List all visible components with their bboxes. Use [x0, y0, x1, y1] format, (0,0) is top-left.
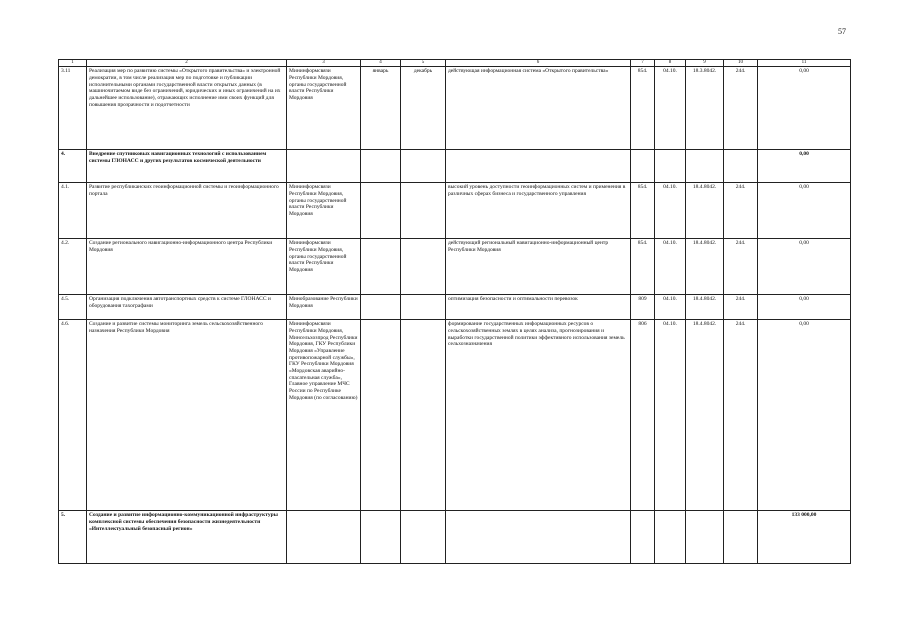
- executor: [287, 511, 361, 564]
- executor: [287, 150, 361, 183]
- expected-result: действующая информационная система «Открытого правительства»: [446, 67, 631, 150]
- budget-code-8: 04.10.: [655, 295, 686, 320]
- end-period: [401, 295, 446, 320]
- start-period: [361, 239, 401, 295]
- item-number: 5.: [59, 511, 87, 564]
- budget-code-10: [724, 150, 758, 183]
- funding-amount: 0,00: [758, 183, 851, 239]
- expected-result: высокий уровень доступности геоинформационных систем и применения в различных сферах бизнеса и государственного управления: [446, 183, 631, 239]
- executor: Минобразование Республики Мордовия: [287, 295, 361, 320]
- budget-code-7: 806: [631, 320, 655, 511]
- budget-code-8: 04.10.: [655, 320, 686, 511]
- table-row: [59, 239, 851, 295]
- page-number: 57: [838, 27, 846, 36]
- column-number: 5: [401, 60, 446, 67]
- measure-name: Создание и развитие информационно-коммуникационной инфраструктуры комплексной системы обеспечения безопасности жизнедеятельности «Интеллектуальный безопасный регион»: [87, 511, 287, 564]
- item-number: 4.5.: [59, 295, 87, 320]
- expected-result: формирование государственных информационных ресурсов о сельскохозяйственных землях в целях анализа, прогнозирования и выработки государственной политики эффективного использования земель сельхозназначения: [446, 320, 631, 511]
- funding-amount: 0,00: [758, 67, 851, 150]
- funding-amount: 0,00: [758, 150, 851, 183]
- column-number: 7: [631, 60, 655, 67]
- start-period: [361, 320, 401, 511]
- budget-code-10: 244.: [724, 295, 758, 320]
- program-measures-table: [58, 59, 851, 564]
- end-period: [401, 511, 446, 564]
- column-number: 3: [287, 60, 361, 67]
- budget-code-7: [631, 511, 655, 564]
- budget-code-9: 18.3.8042.: [686, 67, 724, 150]
- funding-amount: 0,00: [758, 295, 851, 320]
- item-number: 4.1.: [59, 183, 87, 239]
- column-number: 8: [655, 60, 686, 67]
- budget-code-10: 244.: [724, 67, 758, 150]
- executor: Мининформсвязи Республики Мордовия, органы государственной власти Республики Мордовия: [287, 239, 361, 295]
- column-number: 10: [724, 60, 758, 67]
- budget-code-7: 854.: [631, 67, 655, 150]
- measure-name: Организация подключения автотранспортных средств к системе ГЛОНАСС и оборудования тахографами: [87, 295, 287, 320]
- end-period: декабрь: [401, 67, 446, 150]
- budget-code-7: 854.: [631, 239, 655, 295]
- start-period: [361, 295, 401, 320]
- budget-code-7: [631, 150, 655, 183]
- budget-code-8: 04.10.: [655, 67, 686, 150]
- column-number: 6: [446, 60, 631, 67]
- budget-code-9: 18.4.8042.: [686, 183, 724, 239]
- budget-code-10: 244.: [724, 320, 758, 511]
- budget-code-8: 04.10.: [655, 239, 686, 295]
- budget-code-10: 244.: [724, 239, 758, 295]
- budget-code-10: 244.: [724, 183, 758, 239]
- table-row: [59, 67, 851, 150]
- item-number: 4.: [59, 150, 87, 183]
- column-number: 9: [686, 60, 724, 67]
- expected-result: действующий региональный навигационно-информационный центр Республики Мордовия: [446, 239, 631, 295]
- column-number: 4: [361, 60, 401, 67]
- end-period: [401, 150, 446, 183]
- expected-result: оптимизация безопасности и оптимальности перевозок: [446, 295, 631, 320]
- budget-code-8: 04.10.: [655, 183, 686, 239]
- measure-name: Создание и развитие системы мониторинга земель сельскохозяйственного назначения Республики Мордовия: [87, 320, 287, 511]
- start-period: [361, 183, 401, 239]
- column-number: 2: [87, 60, 287, 67]
- measure-name: Внедрение спутниковых навигационных технологий с использованием системы ГЛОНАСС и других результатов космической деятельности: [87, 150, 287, 183]
- measure-name: Развитие республиканских геоинформационной системы и геоинформационного портала: [87, 183, 287, 239]
- budget-code-8: [655, 511, 686, 564]
- table-row: [59, 295, 851, 320]
- expected-result: [446, 150, 631, 183]
- table-row: [59, 320, 851, 511]
- budget-code-9: 18.4.8042.: [686, 295, 724, 320]
- measure-name: Создание регионального навигационно-информационного центра Республики Мордовия: [87, 239, 287, 295]
- executor: Мининформсвязи Республики Мордовия, органы государственной власти Республики Мордовия: [287, 183, 361, 239]
- budget-code-9: [686, 511, 724, 564]
- end-period: [401, 239, 446, 295]
- item-number: 3.11: [59, 67, 87, 150]
- column-number: 1: [59, 60, 87, 67]
- budget-code-8: [655, 150, 686, 183]
- budget-code-10: [724, 511, 758, 564]
- column-number-row: [59, 60, 851, 67]
- table-row: [59, 183, 851, 239]
- column-number: 11: [758, 60, 851, 67]
- funding-amount: 0,00: [758, 239, 851, 295]
- table-row: [59, 511, 851, 564]
- executor: Мининформсвязи Республики Мордовия, органы государственной власти Республики Мордовия: [287, 67, 361, 150]
- executor: Мининформсвязи Республики Мордовия, Минсельхозпрод Республики Мордовия, ГКУ Республики Мордовия «Управление противопожарной службы», ГКУ Республики Мордовия «Мордовская аварийно-спасательная служба», Главное управление МЧС России по Республике Мордовия (по согласованию): [287, 320, 361, 511]
- funding-amount: 0,00: [758, 320, 851, 511]
- start-period: [361, 511, 401, 564]
- funding-amount: 133 000,00: [758, 511, 851, 564]
- budget-code-9: [686, 150, 724, 183]
- item-number: 4.6.: [59, 320, 87, 511]
- end-period: [401, 183, 446, 239]
- measure-name: Реализация мер по развитию системы «Открытого правительства» и электронной демократии, в том числе реализация мер по подготовке и публикации исполнительными органами государственной власти открытых данных (в машиночитаемом виде без ограничений, юридических и иных ограничений на их дальнейшее использование), отражающих исполнение ими своих функций для повышения прозрачности и подотчетности: [87, 67, 287, 150]
- table-row: [59, 150, 851, 183]
- start-period: [361, 150, 401, 183]
- start-period: январь: [361, 67, 401, 150]
- end-period: [401, 320, 446, 511]
- expected-result: [446, 511, 631, 564]
- budget-code-9: 18.4.8042.: [686, 320, 724, 511]
- budget-code-7: 854.: [631, 183, 655, 239]
- budget-code-9: 18.4.8042.: [686, 239, 724, 295]
- item-number: 4.2.: [59, 239, 87, 295]
- budget-code-7: 809: [631, 295, 655, 320]
